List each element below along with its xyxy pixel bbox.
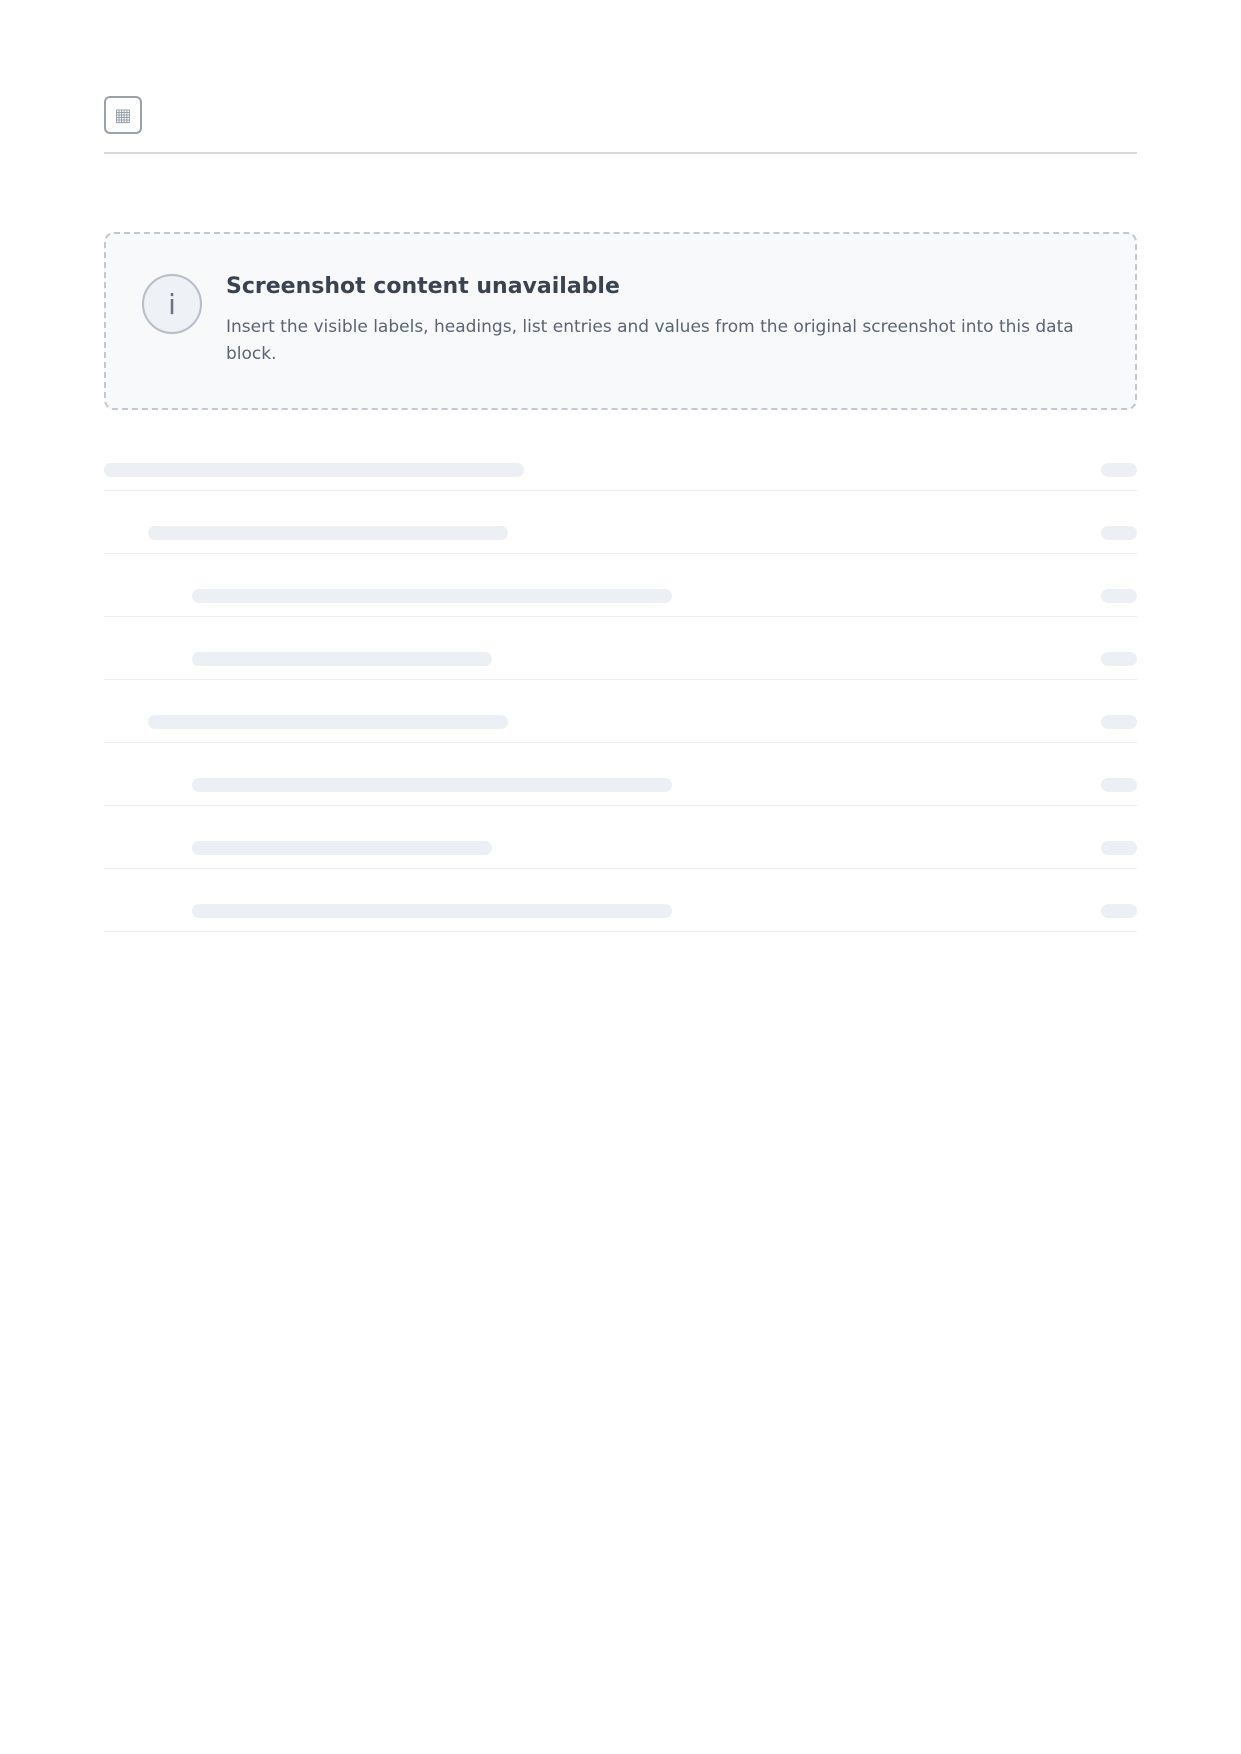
placeholder-number — [1101, 526, 1137, 540]
placeholder-line — [148, 715, 508, 729]
notice-body — [226, 274, 1099, 368]
content-placeholder-list — [104, 450, 1137, 1630]
title-bar — [104, 96, 1137, 154]
placeholder-row — [104, 702, 1137, 743]
page-footer — [104, 1630, 1137, 1674]
placeholder-number — [1101, 904, 1137, 918]
document-icon: ▦ — [104, 96, 142, 134]
info-icon: i — [142, 274, 202, 334]
placeholder-number — [1101, 652, 1137, 666]
placeholder-number — [1101, 463, 1137, 477]
placeholder-row — [104, 891, 1137, 932]
content-unavailable-notice — [104, 232, 1137, 410]
placeholder-line — [192, 904, 672, 918]
placeholder-line — [192, 841, 492, 855]
placeholder-number — [1101, 778, 1137, 792]
placeholder-row — [104, 639, 1137, 680]
placeholder-line — [192, 778, 672, 792]
placeholder-line — [104, 463, 524, 477]
placeholder-number — [1101, 589, 1137, 603]
placeholder-line — [192, 652, 492, 666]
placeholder-row — [104, 450, 1137, 491]
placeholder-line — [148, 526, 508, 540]
placeholder-number — [1101, 715, 1137, 729]
placeholder-line — [192, 589, 672, 603]
placeholder-row — [104, 513, 1137, 554]
page-subtitle — [104, 170, 1137, 192]
placeholder-row — [104, 765, 1137, 806]
placeholder-row — [104, 828, 1137, 869]
notice-heading: Screenshot content unavailable — [226, 274, 620, 299]
placeholder-row — [104, 576, 1137, 617]
notice-text: Insert the visible labels, headings, list entries and values from the original screenshot into this data block. — [226, 317, 1074, 365]
placeholder-number — [1101, 841, 1137, 855]
